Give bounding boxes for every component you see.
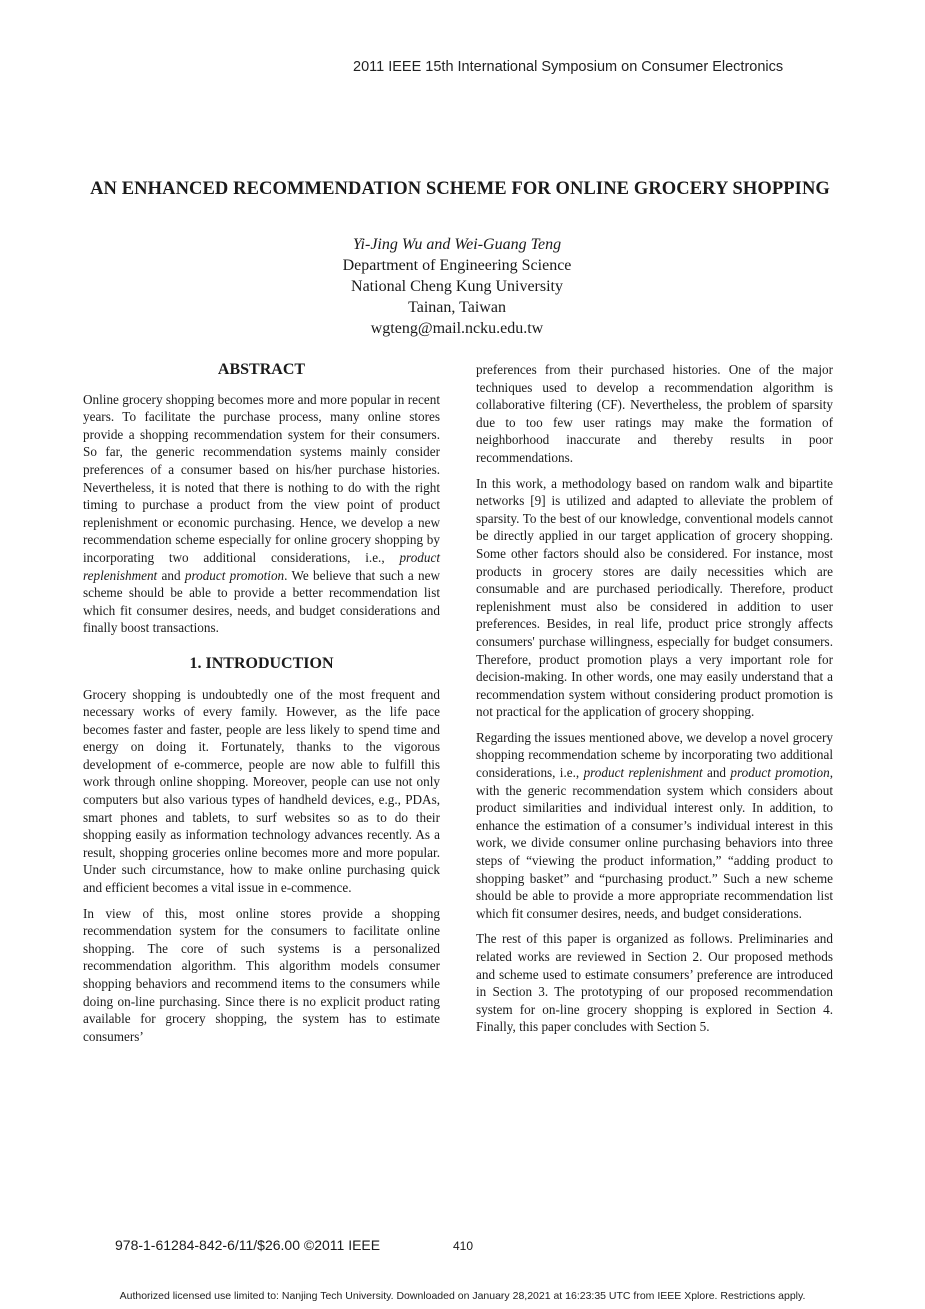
intro-paragraph-4: In this work, a methodology based on random walk and bipartite networks [9] is utilized and adapted to alleviate the problem of sparsity. To the best of our knowledge, conventional models cannot be directly applied in our target application of grocery shopping. Some other factors should also be considered. For instance, most products in grocery stores are daily necessities which are consumable and are purchased periodically. Therefore, product replenishment must also be considered in addition to user preferences. Besides, in real life, product price strongly affects consumers' purchase willingness, especially for budget consumers. Therefore, product promotion plays a very important role for decision-making. In other words, one may easily understand that a recommendation system without considering product promotion is not practical for the application of grocery shopping.: [476, 475, 833, 720]
abstract-heading: ABSTRACT: [217, 361, 306, 378]
intro-paragraph-2: In view of this, most online stores provide a shopping recommendation system for the consumers to facilitate online shopping. The core of such systems is a personalized recommendation algorithm. This algorithm models consumer shopping behaviors and recommend items to the consumers while doing on-line purchasing. Since there is no explicit product rating available for grocery shopping, the system has to estimate consumers’: [83, 905, 440, 1044]
author-university: National Cheng Kung University: [351, 278, 563, 295]
running-head: 2011 IEEE 15th International Symposium on Consumer Electronics: [353, 59, 784, 75]
right-column: [476, 361, 833, 1044]
license-notice: Authorized licensed use limited to: Nanjing Tech University. Downloaded on January 28,2021 at 16:23:35 UTC from IEEE Xplore. Restrictions apply.: [119, 1290, 806, 1302]
intro-paragraph-5: [476, 729, 833, 923]
p5-text-b: and: [702, 765, 731, 781]
author-names: Yi-Jing Wu and Wei-Guang Teng: [352, 236, 562, 253]
abstract-text-c: . We believe that such a new scheme should be able to provide a better recommendation list which fit consumer desires, needs, and budget considerations and finally boost transactions.: [83, 567, 441, 636]
abstract-em-replenishment: product replenishment: [83, 549, 440, 583]
intro-paragraph-3: preferences from their purchased histories. One of the major techniques used to develop a recommendation algorithm is collaborative filtering (CF). Nevertheless, the problem of sparsity due to too few user ratings may make the formation of neighborhood inaccurate and thereby results in poor recommendations.: [476, 362, 833, 465]
paper-title: AN ENHANCED RECOMMENDATION SCHEME FOR ONLINE GROCERY SHOPPING: [90, 179, 830, 199]
abstract-paragraph: [83, 391, 440, 637]
p5-em-replenishment: product replenishment: [583, 765, 703, 781]
intro-paragraph-1: Grocery shopping is undoubtedly one of the most frequent and necessary works of every family. However, as the life pace becomes faster and faster, people are less likely to spend time and energy on doing it. Fortunately, thanks to the vigorous development of e-commerce, people are now able to fulfill this work through online shopping. Moreover, people can use not only computers but also various types of handheld devices, e.g., PDAs, smart phones and tablets, to surf websites so as to do their shopping easily as information technology advances recently. As a result, shopping groceries online becomes more and more popular. Under such circumstance, how to make online purchasing quick and efficient becomes a vital issue in e-commence.: [83, 686, 440, 896]
author-block: [257, 234, 657, 339]
p5-text-a: Regarding the issues mentioned above, we develop a novel grocery shopping recommendation scheme by incorporating two additional considerations, i.e.,: [476, 729, 833, 781]
p5-em-promotion: product promotion: [730, 765, 830, 781]
author-email: wgteng@mail.ncku.edu.tw: [370, 320, 544, 337]
page-number: 410: [453, 1239, 474, 1253]
intro-paragraph-6: The rest of this paper is organized as follows. Preliminaries and related works are reviewed in Section 2. Our proposed methods and scheme used to estimate consumers’ preference are introduced in Section 3. The prototyping of our proposed recommendation system for on-line grocery shopping is explored in Section 4. Finally, this paper concludes with Section 5.: [476, 931, 833, 1035]
copyright-line: 978-1-61284-842-6/11/$26.00 ©2011 IEEE: [115, 1237, 381, 1253]
introduction-heading: 1. INTRODUCTION: [189, 654, 334, 672]
author-department: Department of Engineering Science: [342, 257, 572, 274]
left-column: [83, 361, 440, 1053]
author-location: Tainan, Taiwan: [408, 299, 506, 316]
abstract-text-b: and: [157, 567, 185, 583]
p5-text-c: , with the generic recommendation system which considers about product similarities and individual interest only. In addition, to enhance the estimation of a consumer’s individual interest in this work, we divide consumer online purchasing behaviors into three steps of “viewing the product information,” “adding product to shopping basket” and “purchasing product.” Such a new scheme should be able to provide a more appropriate recommendation list which fit consumer desires, needs, and budget considerations.: [476, 765, 834, 921]
abstract-em-promotion: product promotion: [184, 567, 285, 583]
abstract-text-a: Online grocery shopping becomes more and more popular in recent years. To facilitate the purchase process, many online stores provide a shopping recommendation system for their consumers. So far, the generic recommendation systems mainly consider preferences of a consumer based on his/her purchase histories. Nevertheless, it is noted that there is nothing to do with the right timing to purchase a product from the view point of product replenishment or economic purchasing. Hence, we develop a new recommendation scheme especially for online grocery shopping by incorporating two additional considerations, i.e.,: [83, 391, 440, 565]
